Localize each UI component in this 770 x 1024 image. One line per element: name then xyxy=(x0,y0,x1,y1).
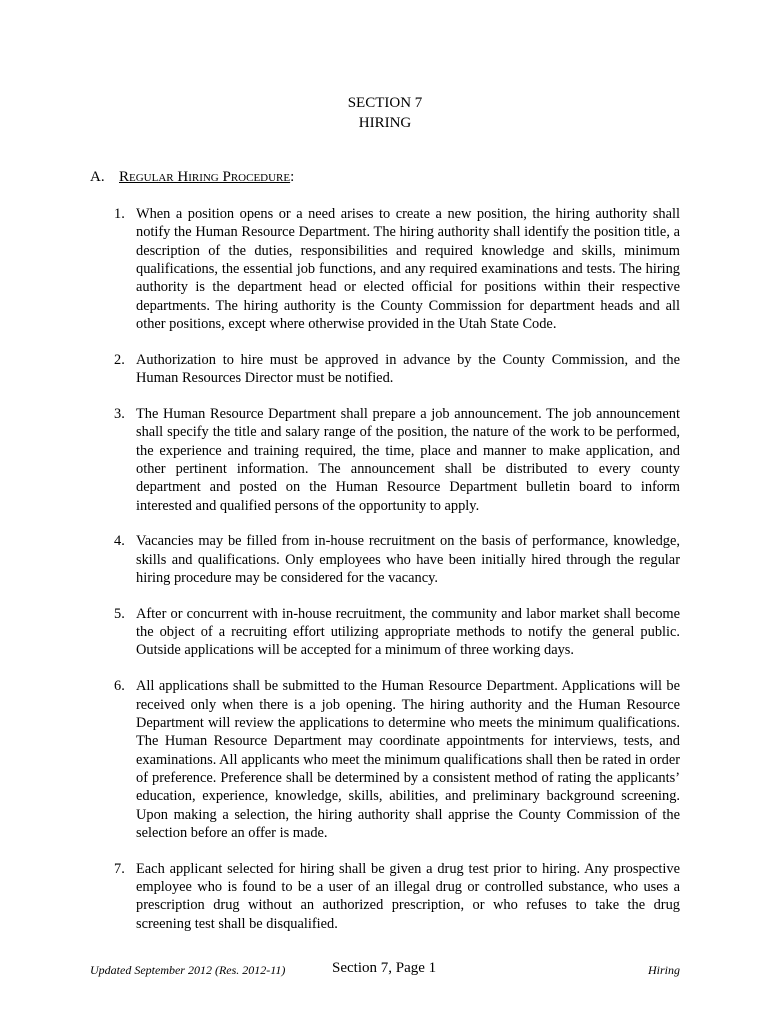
subsection-heading xyxy=(90,167,294,187)
item-number: 2. xyxy=(114,351,125,368)
item-text: Authorization to hire must be approved in advance by the County Commission, and the Human Resources Director must be notified. xyxy=(136,351,680,387)
item-text: All applications shall be submitted to the Human Resource Department. Applications will be received only when there is a job opening. The hiring authority and the Human Resource Department will review the applications to determine who meets the minimum qualifications. The Human Resource Department may coordinate appointments for interviews, tests, and examinations. All applicants who meet the minimum qualifications shall then be rated in order of preference. Preference shall be determined by a consistent method of rating the applicants’ education, experience, knowledge, skills, abilities, and preliminary background screening. Upon making a selection, the hiring authority shall apprise the County Commission of the selection before an offer is made. xyxy=(136,678,680,841)
item-number: 3. xyxy=(114,405,125,422)
section-number: SECTION 7 xyxy=(347,95,423,111)
footer-chapter: Hiring xyxy=(647,963,680,977)
item-text: The Human Resource Department shall prepare a job announcement. The job announcement shall specify the title and salary range of the position, the nature of the work to be performed, the experience and training required, the time, place and manner to make application, and other pertinent information. The announcement shall be distributed to every county department and posted on the Human Resource Department bulletin board to inform interested and qualified persons of the opportunity to apply. xyxy=(136,405,680,514)
list-item xyxy=(114,351,680,388)
item-number: 1. xyxy=(114,206,125,222)
item-text: After or concurrent with in-house recruitment, the community and labor market shall become the object of a recruiting effort utilizing appropriate methods to notify the general public. Outside applications will be accepted for a minimum of three working days. xyxy=(136,605,680,659)
list-item xyxy=(114,405,680,515)
subsection-title: Regular Hiring Procedure xyxy=(119,169,291,185)
page-footer xyxy=(90,960,680,980)
footer-page-number: Section 7, Page 1 xyxy=(332,960,437,976)
item-text: When a position opens or a need arises to create a new position, the hiring authority shall notify the Human Resource Department. The hiring authority shall identify the position title, a description of the duties, responsibilities and required knowledge and skills, minimum qualifications, the essential job functions, and any required examinations and tests. The hiring authority is the department head or elected official for positions within their respective departments. The hiring authority is the County Commission for department heads and all other positions, except where otherwise provided in the Utah State Code. xyxy=(136,206,680,333)
list-item xyxy=(114,605,680,660)
item-number: 6. xyxy=(114,678,125,695)
item-text: Each applicant selected for hiring shall be given a drug test prior to hiring. Any prospective employee who is found to be a user of an illegal drug or controlled substance, who uses a prescription drug without an authorized prescription, or who refuses to take the drug screening test shall be disqualified. xyxy=(136,860,680,932)
item-number: 4. xyxy=(114,533,125,550)
section-title: HIRING xyxy=(358,115,412,131)
item-text: Vacancies may be filled from in-house recruitment on the basis of performance, knowledge, skills and qualifications. Only employees who have been initially hired through the regular hiring procedure may be considered for the vacancy. xyxy=(136,533,680,587)
subsection-letter: A. xyxy=(90,169,105,185)
procedure-list xyxy=(114,205,680,950)
footer-updated: Updated September 2012 (Res. 2012-11) xyxy=(90,963,286,977)
list-item xyxy=(114,532,680,587)
subsection-colon: : xyxy=(290,169,295,185)
section-heading xyxy=(0,93,770,133)
list-item xyxy=(114,677,680,842)
list-item xyxy=(114,860,680,933)
item-number: 7. xyxy=(114,860,125,877)
list-item xyxy=(114,205,680,333)
item-number: 5. xyxy=(114,605,125,622)
